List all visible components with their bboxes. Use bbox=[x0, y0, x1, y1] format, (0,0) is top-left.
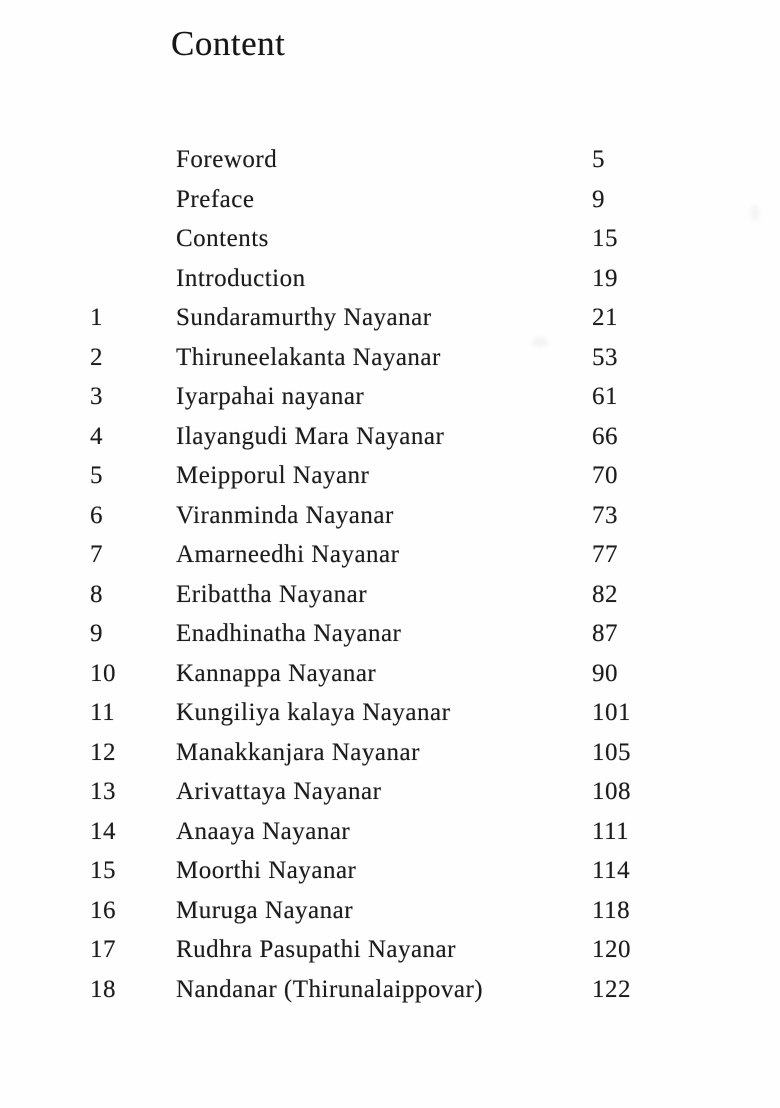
toc-row-title: Meipporul Nayanr bbox=[176, 462, 370, 489]
toc-row-page: 66 bbox=[592, 422, 618, 450]
toc-row-page: 120 bbox=[592, 936, 631, 963]
toc-row bbox=[0, 891, 780, 931]
toc-row-number: 12 bbox=[90, 738, 116, 766]
toc-row bbox=[0, 930, 780, 970]
toc-row bbox=[0, 496, 780, 536]
toc-row-title: Viranminda Nayanar bbox=[176, 501, 394, 529]
toc-row-title: Moorthi Nayanar bbox=[176, 857, 357, 884]
toc-row bbox=[0, 614, 780, 654]
toc-row-number: 3 bbox=[90, 383, 103, 410]
toc-row-number: 14 bbox=[90, 817, 116, 845]
toc-row-number: 18 bbox=[90, 975, 116, 1003]
toc-row-title: Eribattha Nayanar bbox=[176, 580, 368, 608]
toc-row-number: 11 bbox=[90, 699, 116, 726]
toc-row-page: 87 bbox=[592, 620, 618, 647]
toc-row-number bbox=[90, 140, 176, 180]
toc-row-page: 101 bbox=[592, 699, 631, 726]
toc-row-title: Amarneedhi Nayanar bbox=[176, 541, 400, 568]
toc-row-number: 2 bbox=[90, 343, 103, 371]
toc-row bbox=[0, 575, 780, 615]
toc-row-number: 17 bbox=[90, 936, 116, 963]
toc-row-number: 9 bbox=[90, 620, 103, 647]
toc-row bbox=[0, 812, 780, 852]
toc-row-page: 90 bbox=[592, 659, 618, 687]
toc-row-title: Enadhinatha Nayanar bbox=[176, 620, 402, 647]
toc-row bbox=[0, 733, 780, 773]
toc-list bbox=[0, 140, 780, 1009]
toc-row bbox=[0, 456, 780, 496]
toc-row-title: Thiruneelakanta Nayanar bbox=[176, 343, 441, 371]
toc-row bbox=[0, 693, 780, 733]
toc-row-title: Kannappa Nayanar bbox=[176, 659, 377, 687]
toc-row-number: 8 bbox=[90, 580, 103, 608]
toc-row-page: 105 bbox=[592, 738, 631, 766]
toc-row-number: 7 bbox=[90, 541, 103, 568]
toc-row-page: 21 bbox=[592, 304, 618, 331]
toc-row-page: 53 bbox=[592, 343, 618, 371]
toc-row-number: 4 bbox=[90, 422, 103, 450]
toc-row bbox=[0, 298, 780, 338]
toc-row-page: 9 bbox=[592, 185, 605, 213]
toc-row-title: Kungiliya kalaya Nayanar bbox=[176, 699, 451, 726]
toc-row bbox=[0, 535, 780, 575]
toc-row-page: 5 bbox=[592, 146, 605, 173]
toc-row-title: Introduction bbox=[176, 264, 306, 292]
toc-row-title: Muruga Nayanar bbox=[176, 896, 354, 924]
toc-row-page: 73 bbox=[592, 501, 618, 529]
scan-smudge bbox=[751, 205, 759, 221]
toc-row-title: Iyarpahai nayanar bbox=[176, 383, 365, 410]
toc-row-number bbox=[90, 219, 176, 259]
toc-row-title: Ilayangudi Mara Nayanar bbox=[176, 422, 445, 450]
toc-row-title: Foreword bbox=[176, 146, 278, 173]
toc-row-number: 15 bbox=[90, 857, 116, 884]
toc-row-title: Sundaramurthy Nayanar bbox=[176, 304, 432, 331]
toc-row-title: Anaaya Nayanar bbox=[176, 817, 351, 845]
toc-row-page: 82 bbox=[592, 580, 618, 608]
toc-row bbox=[0, 219, 780, 259]
toc-row-number bbox=[90, 259, 176, 299]
toc-row-number: 6 bbox=[90, 501, 103, 529]
toc-row bbox=[0, 654, 780, 694]
toc-row bbox=[0, 970, 780, 1010]
toc-row-title: Rudhra Pasupathi Nayanar bbox=[176, 936, 456, 963]
toc-row-page: 114 bbox=[592, 857, 631, 884]
toc-row-page: 15 bbox=[592, 225, 618, 252]
toc-row-title: Manakkanjara Nayanar bbox=[176, 738, 420, 766]
toc-row-number: 10 bbox=[90, 659, 116, 687]
toc-row-title: Nandanar (Thirunalaippovar) bbox=[176, 975, 484, 1003]
toc-row-page: 19 bbox=[592, 264, 618, 292]
toc-row-title: Contents bbox=[176, 225, 269, 252]
toc-row-page: 111 bbox=[592, 817, 630, 845]
toc-row-number: 1 bbox=[90, 304, 103, 331]
toc-row bbox=[0, 259, 780, 299]
toc-row bbox=[0, 851, 780, 891]
toc-row bbox=[0, 140, 780, 180]
scan-smudge bbox=[532, 338, 548, 347]
toc-row bbox=[0, 377, 780, 417]
toc-row-page: 61 bbox=[592, 383, 618, 410]
toc-row-page: 118 bbox=[592, 896, 631, 924]
toc-row-number: 13 bbox=[90, 778, 116, 805]
toc-row-page: 122 bbox=[592, 975, 631, 1003]
toc-row-number: 16 bbox=[90, 896, 116, 924]
toc-row bbox=[0, 338, 780, 378]
toc-row-title: Arivattaya Nayanar bbox=[176, 778, 382, 805]
toc-row-number bbox=[90, 180, 176, 220]
toc-row-page: 70 bbox=[592, 462, 618, 489]
page-title: Content bbox=[171, 24, 286, 63]
toc-row bbox=[0, 417, 780, 457]
toc-row-number: 5 bbox=[90, 462, 103, 489]
toc-row-title: Preface bbox=[176, 185, 255, 213]
toc-row-page: 108 bbox=[592, 778, 631, 805]
toc-row-page: 77 bbox=[592, 541, 618, 568]
toc-row bbox=[0, 180, 780, 220]
toc-row bbox=[0, 772, 780, 812]
